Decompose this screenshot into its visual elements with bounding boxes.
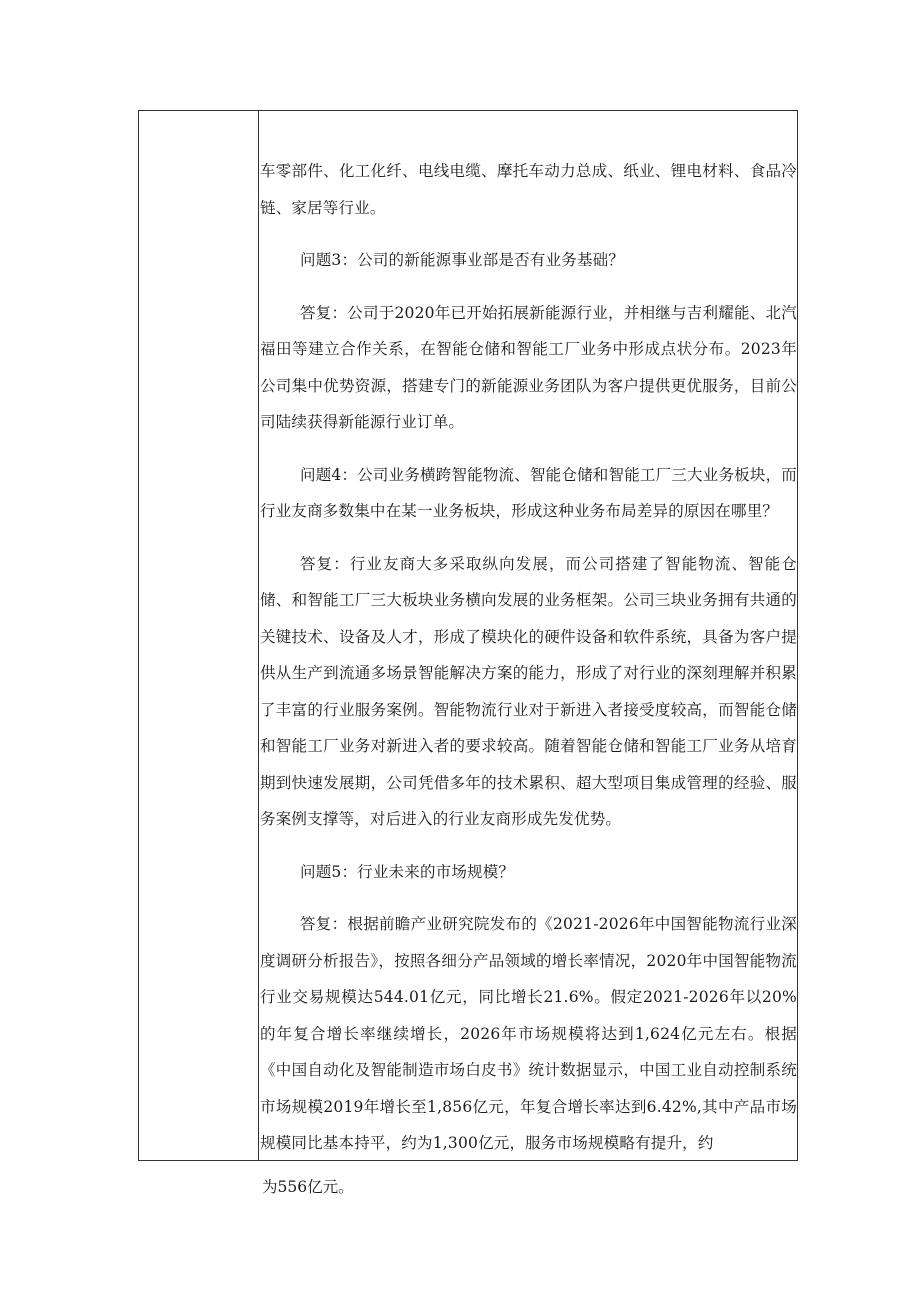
answer-4: 答复：行业友商大多采取纵向发展，而公司搭建了智能物流、智能仓储、和智能工厂三大板块业务横向发展的业务框架。公司三块业务拥有共通的关键技术、设备及人才，形成了模块化的硬件设备和软件系统，具备为客户提供从生产到流通多场景智能解决方案的能力，形成了对行业的深刻理解并积累了丰富的行业服务案例。智能物流行业对于新进入者接受度较高，而智能仓储和智能工厂业务对新进入者的要求较高。随着智能仓储和智能工厂业务从培育期到快速发展期，公司凭借多年的技术累积、超大型项目集成管理的经验、服务案例支撑等，对后进入的行业友商形成先发优势。 bbox=[260, 554, 797, 828]
document-table bbox=[138, 110, 798, 1161]
question-4: 问题4：公司业务横跨智能物流、智能仓储和智能工厂三大业务板块，而行业友商多数集中在某一业务板块，形成这种业务布局差异的原因在哪里？ bbox=[260, 465, 797, 520]
answer-5: 答复：根据前瞻产业研究院发布的《2021-2026年中国智能物流行业深度调研分析报告》，按照各细分产品领域的增长率情况，2020年中国智能物流行业交易规模达544.01亿元，同比增长21.6%。假定2021-2026年以20%的年复合增长率继续增长，2026年市场规模将达到1,624亿元左右。根据《中国自动化及智能制造市场白皮书》统计数据显示，中国工业自动控制系统市场规模2019年增长至1,856亿元，年复合增长率达到6.42%,其中产品市场规模同比基本持平，约为1,300亿元，服务市场规模略有提升，约 bbox=[260, 915, 797, 1152]
question-5: 问题5：行业未来的市场规模？ bbox=[300, 862, 515, 881]
table-content-cell bbox=[259, 111, 797, 1160]
paragraph-industries: 车零部件、化工化纤、电线电缆、摩托车动力总成、纸业、锂电材料、食品冷链、家居等行业。 bbox=[260, 162, 797, 217]
table-left-cell bbox=[139, 111, 259, 1160]
question-3: 问题3：公司的新能源事业部是否有业务基础？ bbox=[300, 251, 625, 269]
answer-3: 答复：公司于2020年已开始拓展新能源行业，并相继与吉利耀能、北汽福田等建立合作关系，在智能仓储和智能工厂业务中形成点状分布。2023年公司集中优势资源，搭建专门的新能源业务团队为客户提供更优服务，目前公司陆续获得新能源行业订单。 bbox=[260, 303, 797, 431]
answer-5-continuation: 为556亿元。 bbox=[262, 1178, 354, 1196]
